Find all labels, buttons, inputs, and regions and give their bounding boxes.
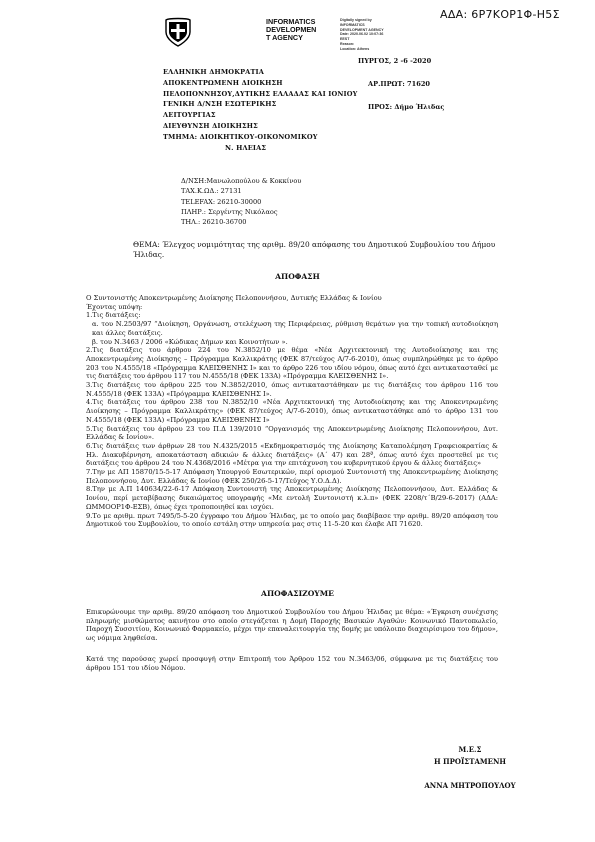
body-paragraph: α. του Ν.2503/97 “Διοίκηση, Οργάνωση, στελέχωση της Περιφέρειας, ρύθμιση θεμάτων για την τοπική αυτοδιοίκηση και άλλες διατάξεις. [92,320,498,337]
body-paragraph: 5.Τις διατάξεις του άρθρου 23 του Π.Δ 139/2010 “Οργανισμός της Αποκεντρωμένης Διοίκησης Πελοποννήσου, Δυτ. Ελλάδας & Ιονίου». [86,424,498,442]
contact-details [181,176,301,227]
decision-title: ΑΠΟΦΑΣΗ [275,272,320,281]
header-line: ΤΜΗΜΑ: ΔΙΟΙΚΗΤΙΚΟΥ-ΟΙΚΟΝΟΜΙΚΟΥ [163,132,318,141]
header-line: ΓΕΝΙΚΗ Δ/ΝΣΗ ΕΣΩΤΕΡΙΚΗΣ [163,100,277,109]
ada-code: ΑΔΑ: 6Ρ7ΚΟΡ1Φ-Η5Σ [440,8,560,21]
header-line: ΑΠΟΚΕΝΤΡΩΜΕΝΗ ΔΙΟΙΚΗΣΗ [163,78,283,87]
body-paragraph: 6.Τις διατάξεις των άρθρων 28 του Ν.4325/2015 «Εκδημοκρατισμός της Διοίκησης Καταπολέμηση Γραφειοκρατίας & Ηλ. Διακυβέρνηση, αποκατάσταση αδικιών & άλλες διατάξεις» (Α΄ 47) και 28ª, όπως αυτό έχει προστεθεί με τις διατάξεις του άρθρου 24 του Ν.4368/2016 «Μέτρα για την επιτάχυνση του κυβερνητικού έργου & άλλες διατάξεις» [86,441,498,468]
body-paragraph: 7.Την με ΑΠ 15870/15-5-17 Απόφαση Υπουργού Εσωτερικών, περί ορισμού Συντονιστή της Αποκεντρωμένης Διοίκησης Πελοποννήσου, Δυτ. Ελλάδας & Ιονίου (ΦΕΚ 250/26-5-17/Τεύχος Υ.Ο.Δ.Δ). [86,468,498,485]
protocol-number: ΑΡ.ΠΡΩΤ: 71620 [368,80,430,88]
conclude-title: ΑΠΟΦΑΣΙΖΟΥΜΕ [261,589,334,598]
body-paragraph: 2.Τις διατάξεις του άρθρου 224 του Ν.3852/10 με θέμα «Νέα Αρχιτεκτονική της Αυτοδιοίκησης και της Αποκεντρωμένης Διοίκησης – Πρόγραμμα Καλλικράτης (ΦΕΚ 87/τεύχος Α/7-6-2010), όπως συμπληρώθηκε με το άρθρο 203 του Ν.4555/18 «Πρόγραμμα ΚΛΕΙΣΘΕΝΗΣ Ι» και το άρθρο 226 του ιδίου νόμου, όπως αυτό έχει αντικατασταθεί με τις διατάξεις του άρθρου 117 του Ν.4555/18 (ΦΕΚ 133Α) «Πρόγραμμα ΚΛΕΙΣΘΕΝΗΣ Ι». [86,346,498,381]
subject-line: ΘΕΜΑ: Έλεγχος νομιμότητας της αριθμ. 89/20 απόφασης του Δημοτικού Συμβουλίου του Δήμου Ήλιδας. [133,240,496,260]
signature-name: ΑΝΝΑ ΜΗΤΡΟΠΟΥΛΟΥ [424,781,516,790]
contact-line: Δ/ΝΣΗ:Μανωλοπούλου & Κοκκίνου [181,177,302,185]
conclusion-body [86,608,498,672]
signature-order: Μ.Ε.Σ [458,745,482,754]
recipient: ΠΡΟΣ: Δήμο Ήλιδας [368,103,445,111]
body-paragraph: 1.Τις διατάξεις: [86,311,141,320]
body-paragraph: 9.Το με αριθμ. πρωτ 7495/5-5-20 έγγραφο του Δήμου Ήλιδας, με το οποίο μας διαβίβασε την αριθμ. 89/20 απόφαση του Δημοτικού του Συμβουλίου, το οποίο εστάλη στην υπηρεσία μας στις 11-5-20 και έλαβε ΑΠ 71620. [86,511,498,529]
place-date: ΠΥΡΓΟΣ, 2 -6 -2020 [358,57,432,65]
agency-name: INFORMATICS DEVELOPMEN T AGENCY [266,17,317,43]
digital-signature-info: Digitally signed by INFORMATICS DEVELOPMENT AGENCY Date: 2020.06.02 10:07:36 EEST Reason: Location: Athens [340,18,384,51]
body-paragraph: Ο Συντονιστής Αποκεντρωμένης Διοίκησης Πελοποννήσου, Δυτικής Ελλάδας & Ιονίου [86,294,382,302]
body-paragraph: β. του Ν.3463 / 2006 «Κώδικας Δήμων και Κοινοτήτων ». [92,337,288,346]
header-line: ΛΕΙΤΟΥΡΓΙΑΣ [163,111,216,120]
contact-line: TELEFAX: 26210-30000 [181,197,262,206]
decision-body [86,294,498,529]
header-line: ΕΛΛΗΝΙΚΗ ΔΗΜΟΚΡΑΤΙΑ [163,68,265,76]
body-paragraph: 3.Τις διατάξεις του άρθρου 225 του Ν.3852/2010, όπως αντικαταστάθηκαν με τις διατάξεις του άρθρου 116 του Ν.4555/18 (ΦΕΚ 133Α) «Πρόγραμμα ΚΛΕΙΣΘΕΝΗΣ Ι». [86,381,498,398]
conclusion-paragraph: Επικυρώνουμε την αριθμ. 89/20 απόφαση του Δημοτικού Συμβουλίου του Δήμου Ήλιδας με θέμα: «Έγκριση συνέχισης πληρωμής μισθώματος ακινήτου στο οποίο στεγάζεται η Δομή Παροχής Βασικών Αγαθών: Κοινωνικό Παντοπωλείο, Παροχή Συσσιτίου, Κοινωνικό Φαρμακείο, μέχρι την επαναλειτουργία της δομής με υπόλοιπο διαχειρίσιμου του δήμου», ως νόμιμα ληφθείσα. [86,608,498,643]
contact-line: ΤΑΧ.Κ.ΩΔ.: 27131 [181,187,242,196]
conclusion-paragraph: Κατά της παρούσας χωρεί προσφυγή στην Επιτροπή του Άρθρου 152 του Ν.3463/06, σύμφωνα με τις διατάξεις του άρθρου 151 του ιδίου Νόμου. [86,654,498,672]
header-line: Ν. ΗΛΕΙΑΣ [225,143,267,152]
signature-role: Η ΠΡΟΪΣΤΑΜΕΝΗ [434,757,506,766]
greek-emblem-icon [163,16,193,48]
header-line: ΔΙΕΥΘΥΝΣΗ ΔΙΟΙΚΗΣΗΣ [163,121,258,130]
body-paragraph: 8.Την με Α.Π 140634/22-6-17 Απόφαση Συντονιστή της Αποκεντρωμένης Διοίκησης Πελοποννήσου, Δυτ. Ελλάδας & Ιονίου, περί μεταβίβασης δικαιώματος υπογραφής «Με εντολή Συντονιστή κ.λ.π» (ΦΕΚ 2208/τ΄Β/29-6-2017) (ΑΔΑ: ΩΜΜΟΟΡ1Φ-ΕΣΒ), όπως έχει τροποποιηθεί και ισχύει. [86,485,498,511]
contact-line: ΤΗΛ.: 26210-36700 [181,218,247,227]
issuer-header [163,67,358,153]
header-line: ΠΕΛΟΠΟΝΝΗΣΟΥ,ΔΥΤΙΚΗΣ ΕΛΛΑΔΑΣ ΚΑΙ ΙΟΝΙΟΥ [163,89,358,98]
body-paragraph: Έχοντας υπόψη: [86,302,143,311]
body-paragraph: 4.Τις διατάξεις του άρθρου 238 του Ν.3852/10 «Νέα Αρχιτεκτονική της Αυτοδιοίκησης και της Αποκεντρωμένης Διοίκησης – Πρόγραμμα Καλλικράτης» (ΦΕΚ 87/τεύχος Α/7-6-2010), όπως αντικαταστάθηκε από το άρθρο 131 του Ν.4555/18 (ΦΕΚ 133Α) «Πρόγραμμα ΚΛΕΙΣΘΕΝΗΣ Ι» [86,398,498,424]
contact-line: ΠΛΗΡ.: Σεργέντης Νικόλαος [181,207,278,216]
